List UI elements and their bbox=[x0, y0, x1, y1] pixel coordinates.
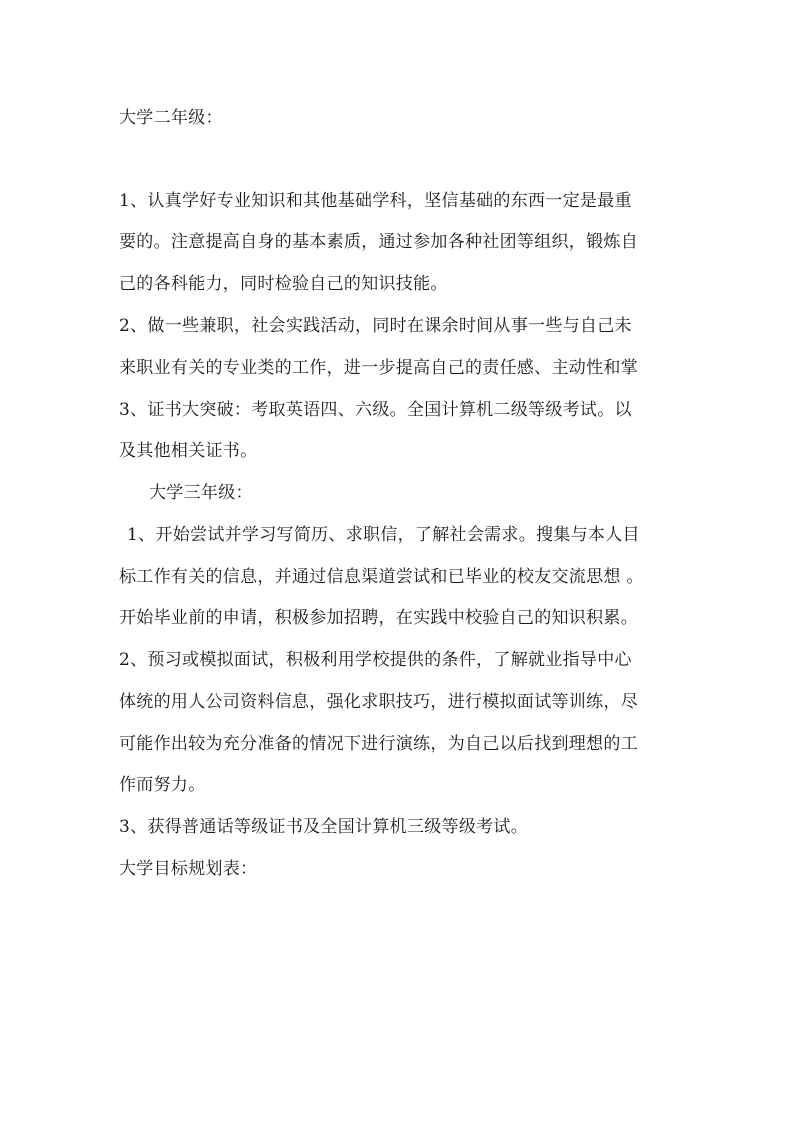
paragraph-line: 来职业有关的专业类的工作，进一步提高自己的责任感、主动性和掌 bbox=[119, 358, 638, 378]
paragraph-line: 及其他相关证书。 bbox=[119, 441, 258, 461]
paragraph-line: 开始毕业前的申请，积极参加招聘，在实践中校验自己的知识积累。 bbox=[119, 608, 638, 628]
heading-goal-plan-table: 大学目标规划表： bbox=[119, 859, 258, 879]
paragraph-line: 要的。注意提高自身的基本素质，通过参加各种社团等组织，锻炼自 bbox=[119, 232, 638, 252]
paragraph-line: 1、开始尝试并学习写简历、求职信，了解社会需求。搜集与本人目 bbox=[127, 525, 640, 545]
heading-sophomore-year: 大学二年级： bbox=[119, 108, 223, 128]
paragraph-line: 3、获得普通话等级证书及全国计算机三级等级考试。 bbox=[119, 817, 529, 837]
paragraph-line: 标工作有关的信息，并通过信息渠道尝试和已毕业的校友交流思想 。 bbox=[119, 567, 644, 587]
paragraph-line: 3、证书大突破：考取英语四、六级。全国计算机二级等级考试。以 bbox=[119, 400, 632, 420]
paragraph-line: 己的各科能力，同时检验自己的知识技能。 bbox=[119, 274, 448, 294]
paragraph-line: 可能作出较为充分准备的情况下进行演练，为自己以后找到理想的工 bbox=[119, 734, 638, 754]
heading-junior-year: 大学三年级： bbox=[149, 483, 253, 503]
paragraph-line: 2、做一些兼职，社会实践活动，同时在课余时间从事一些与自己未 bbox=[119, 316, 632, 336]
paragraph-line: 体统的用人公司资料信息，强化求职技巧，进行模拟面试等训练，尽 bbox=[119, 692, 638, 712]
paragraph-line: 1、认真学好专业知识和其他基础学科，坚信基础的东西一定是最重 bbox=[119, 191, 632, 211]
paragraph-line: 作而努力。 bbox=[119, 775, 206, 795]
paragraph-line: 2、预习或模拟面试，积极利用学校提供的条件，了解就业指导中心 bbox=[119, 650, 632, 670]
